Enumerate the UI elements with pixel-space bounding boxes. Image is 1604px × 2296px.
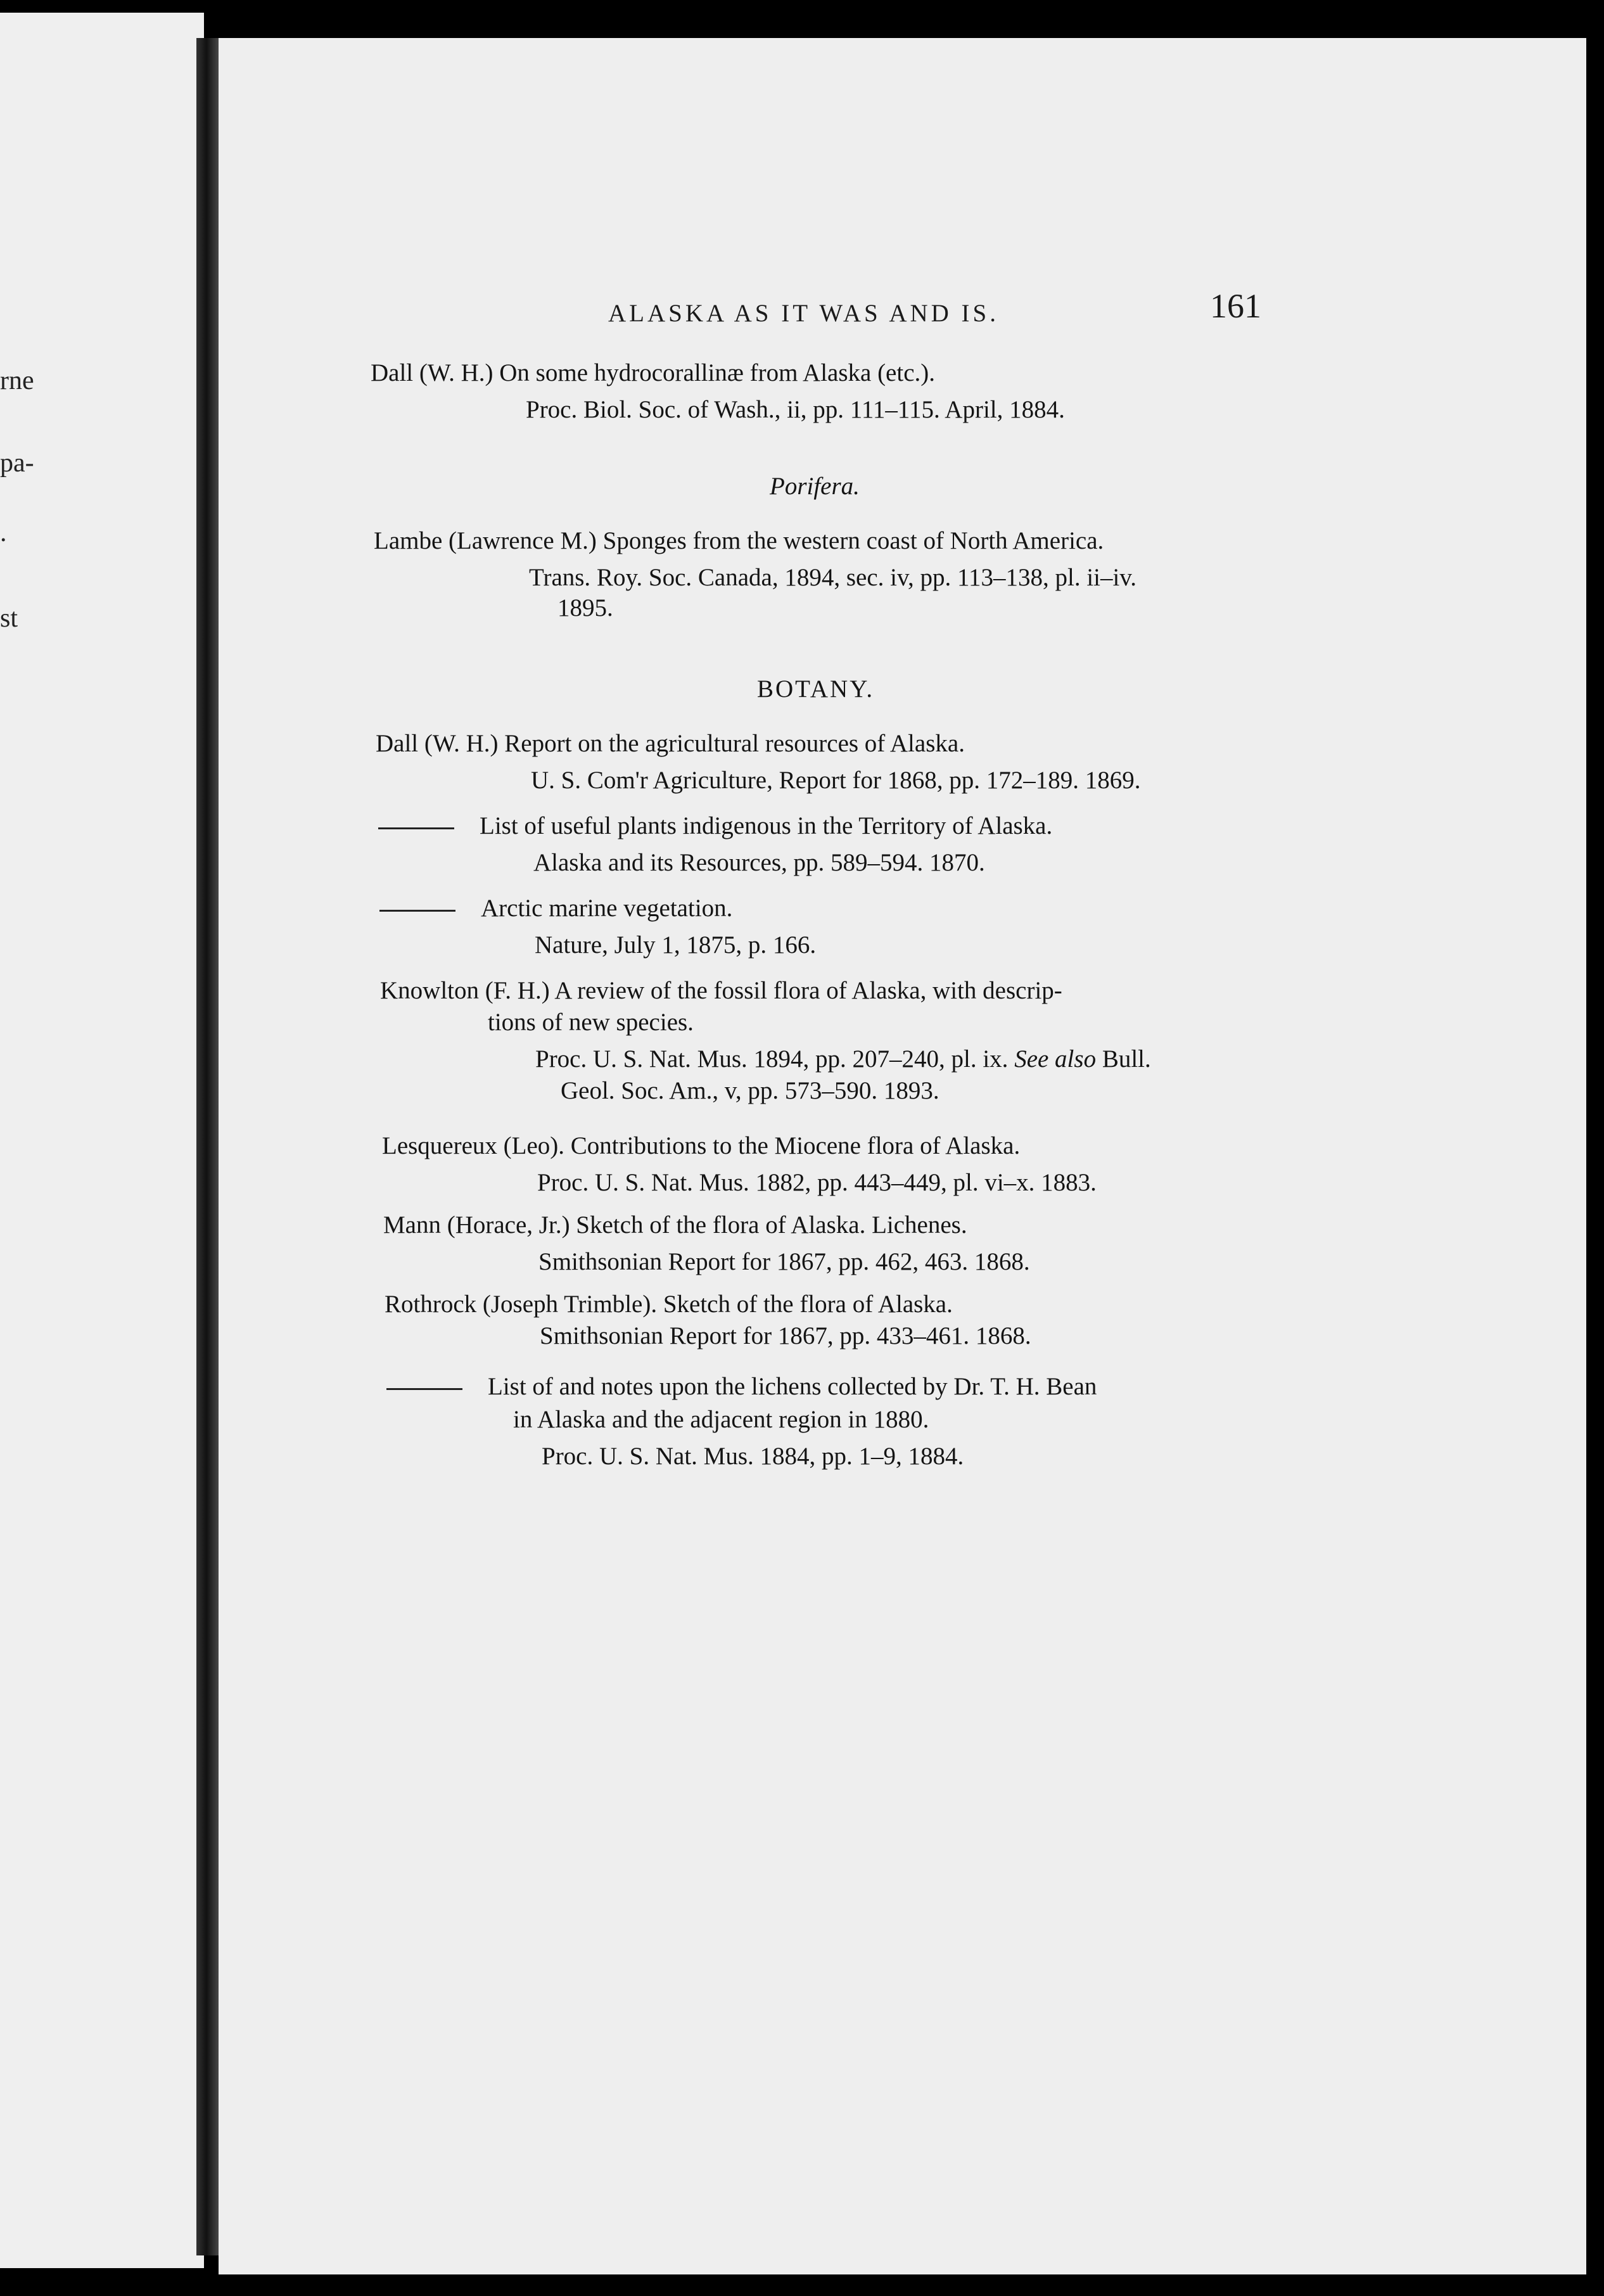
bibliography-entry	[385, 1286, 1031, 1355]
bibliography-entry	[371, 355, 1065, 428]
bibliography-entry	[378, 808, 1052, 881]
entry-citation: Trans. Roy. Soc. Canada, 1894, sec. iv, pp. 113–138, pl. ii–iv.	[529, 564, 1137, 591]
previous-page-fragment: rne	[0, 366, 34, 395]
entry-line: Rothrock (Joseph Trimble). Sketch of the flora of Alaska.	[385, 1291, 953, 1318]
bibliography-entry	[386, 1368, 1097, 1475]
entry-line: Mann (Horace, Jr.) Sketch of the flora of Alaska. Lichenes.	[383, 1211, 967, 1239]
entry-citation: Smithsonian Report for 1867, pp. 462, 463. 1868.	[538, 1248, 1030, 1275]
entry-citation: Alaska and its Resources, pp. 589–594. 1870.	[533, 849, 985, 876]
ditto-dash	[379, 910, 455, 912]
page	[219, 38, 1590, 2274]
entry-citation-italic: See also	[1014, 1045, 1097, 1073]
bibliography-entry	[380, 973, 1151, 1109]
entry-citation: Proc. Biol. Soc. of Wash., ii, pp. 111–115. April, 1884.	[526, 396, 1065, 423]
entry-citation: Bull.	[1096, 1045, 1151, 1073]
entry-line: List of useful plants indigenous in the Territory of Alaska.	[480, 812, 1053, 839]
previous-page-fragment: pa-	[0, 449, 34, 478]
ditto-dash	[378, 827, 454, 829]
entry-citation: U. S. Com'r Agriculture, Report for 1868, pp. 172–189. 1869.	[531, 767, 1141, 794]
section-heading-botany: BOTANY.	[757, 675, 875, 703]
entry-line: Lesquereux (Leo). Contributions to the Miocene flora of Alaska.	[382, 1132, 1021, 1159]
entry-line: Arctic marine vegetation.	[481, 895, 733, 922]
entry-citation: Nature, July 1, 1875, p. 166.	[535, 931, 817, 959]
entry-citation: 1895.	[557, 594, 613, 622]
page-number: 161	[1210, 287, 1261, 325]
entry-line: Dall (W. H.) On some hydrocorallinæ from Alaska (etc.).	[371, 359, 936, 386]
entry-citation: Proc. U. S. Nat. Mus. 1882, pp. 443–449, pl. vi–x. 1883.	[537, 1169, 1097, 1196]
bibliography-entry	[379, 890, 816, 964]
entry-citation: Proc. U. S. Nat. Mus. 1884, pp. 1–9, 1884.	[542, 1443, 964, 1470]
entry-line: List of and notes upon the lichens collected by Dr. T. H. Bean	[488, 1373, 1097, 1400]
bibliography-entry	[383, 1207, 1030, 1280]
running-title: ALASKA AS IT WAS AND IS.	[608, 300, 999, 327]
entry-citation: Proc. U. S. Nat. Mus. 1894, pp. 207–240, pl. ix.	[535, 1045, 1015, 1073]
book-spine	[196, 38, 222, 2255]
entry-line: Lambe (Lawrence M.) Sponges from the western coast of North America.	[374, 527, 1104, 554]
entry-citation: Geol. Soc. Am., v, pp. 573–590. 1893.	[561, 1077, 939, 1104]
bibliography-entry	[376, 725, 1140, 799]
ditto-dash	[386, 1388, 462, 1390]
entry-line: tions of new species.	[488, 1009, 694, 1036]
entry-line: Knowlton (F. H.) A review of the fossil flora of Alaska, with descrip-	[380, 977, 1062, 1004]
right-border	[1586, 0, 1604, 2296]
section-heading-porifera: Porifera.	[770, 473, 860, 500]
entry-line: in Alaska and the adjacent region in 1880.	[513, 1406, 929, 1433]
previous-page-edge	[0, 13, 204, 2268]
entry-line: Dall (W. H.) Report on the agricultural resources of Alaska.	[376, 730, 965, 757]
entry-citation: Smithsonian Report for 1867, pp. 433–461. 1868.	[540, 1322, 1031, 1349]
previous-page-fragment: .	[0, 518, 7, 547]
bibliography-entry	[382, 1128, 1097, 1201]
bibliography-entry	[374, 523, 1136, 627]
previous-page-fragment: st	[0, 604, 18, 633]
